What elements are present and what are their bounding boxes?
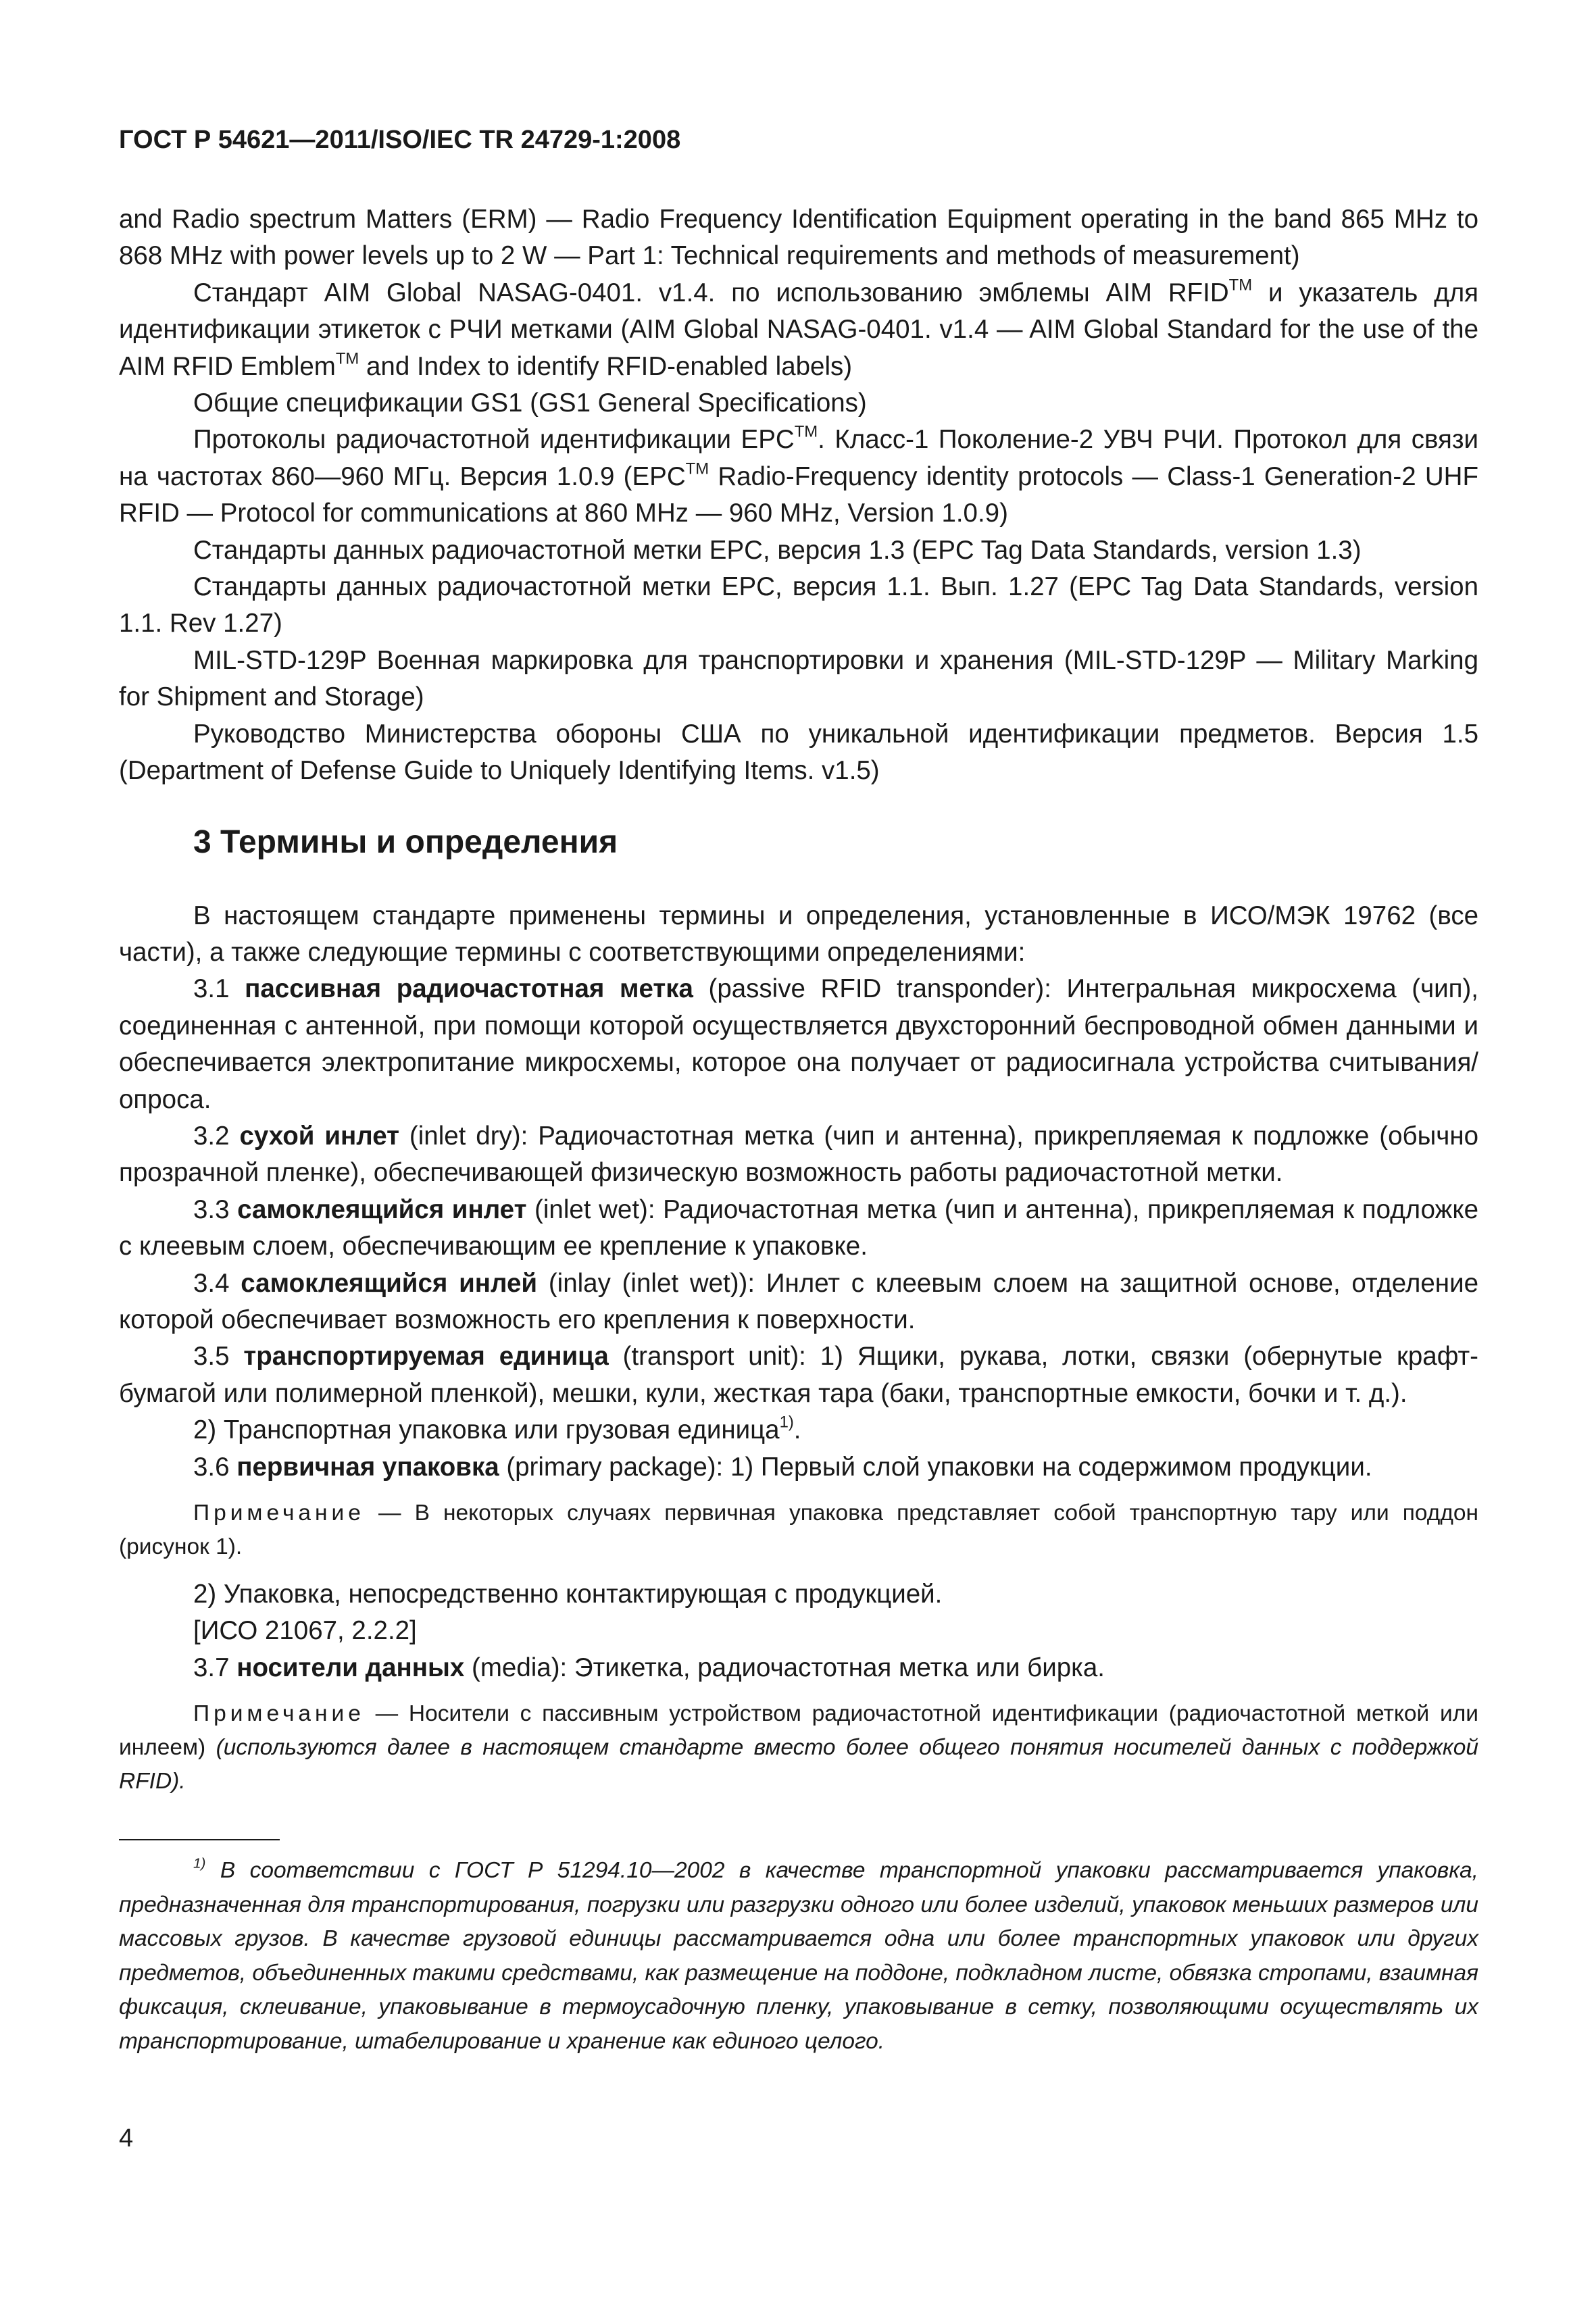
trademark-superscript: TM: [794, 422, 818, 441]
trademark-superscript: TM: [685, 459, 709, 478]
term-name: транспортируемая единица: [243, 1342, 609, 1372]
term-3-4: 3.4 самоклеящийся инлей (inlay (inlet wet)): Инлет с клеевым слоем на защитной основе, отделение которой обеспечивает возможность его крепления к поверхности.: [119, 1268, 1478, 1334]
term-3-6-source: [ИСО 21067, 2.2.2]: [193, 1616, 417, 1646]
reference-dod-guide: Руководство Министерства обороны США по уникальной идентификации предметов. Версия 1.5 (Department of Defense Guide to Uniquely Identifying Items. v1.5): [119, 719, 1478, 786]
term-name: пассивная радиочастотная метка: [245, 974, 693, 1004]
term-3-5: 3.5 транспортируемая единица (transport unit): 1) Ящики, рукава, лотки, связки (обернутые крафт-бумагой или полимерной пленкой), мешки, кули, жесткая тара (баки, транспортные емкости, бочки и т. д.).: [119, 1342, 1478, 1408]
footnote: $^{1)}$ В соответствии с ГОСТ Р 51294.10—2002 в качестве транспортной упаковки рассматривается упаковка, предназначенная для транспортирования, погрузки или разгрузки одного или более изделий, упаковок меньших размеров или массовых грузов. В качестве грузовой единицы рассматривается одна или более транспортных упаковок или других предметов, объединенных такими средствами, как размещение на поддоне, подкладном листе, обвязка стропами, взаимная фиксация, склеивание, упаковывание в термоусадочную пленку, упаковывание в сетку, позволяющими осуществлять их транспортирование, штабелирование и хранение как единого целого.: [119, 1855, 1478, 2054]
footnote-reference: 1): [779, 1413, 794, 1432]
term-3-2: 3.2 сухой инлет (inlet dry): Радиочастотная метка (чип и антенна), прикрепляемая к подложке (обычно прозрачной пленке), обеспечивающей физическую возможность работы радиочастотной метки.: [119, 1121, 1478, 1188]
term-3-6-item-2: 2) Упаковка, непосредственно контактирующая с продукцией.: [193, 1580, 943, 1609]
note-3-7: Примечание — Носители с пассивным устройством радиочастотной идентификации (радиочастотной меткой или инлеем) (используются далее в настоящем стандарте вместо более общего понятия носителей данных с поддержкой RFID).: [119, 1701, 1478, 1794]
main-content: [119, 201, 1478, 1811]
footnote-mark: 1): [193, 1855, 206, 1871]
term-3-6: 3.6 первичная упаковка (primary package): 1) Первый слой упаковки на содержимом продукции.: [193, 1452, 1372, 1482]
note-3-6: Примечание — В некоторых случаях первичная упаковка представляет собой транспортную тару или поддон (рисунок 1).: [119, 1501, 1478, 1559]
note-label: Примечание: [193, 1701, 365, 1727]
note-label: Примечание: [193, 1501, 365, 1526]
section-intro: В настоящем стандарте применены термины и определения, установленные в ИСО/МЭК 19762 (все части), а также следующие термины с соответствующими определениями:: [119, 901, 1478, 967]
page-number: 4: [119, 2124, 134, 2153]
reference-epc-tds-1-3: Стандарты данных радиочастотной метки EPC, версия 1.3 (EPC Tag Data Standards, version 1.3): [193, 535, 1362, 565]
reference-mil-std: MIL-STD-129P Военная маркировка для транспортировки и хранения (MIL-STD-129P — Military Marking for Shipment and Storage): [119, 645, 1478, 712]
term-name: самоклеящийся инлей: [241, 1268, 538, 1298]
reference-aim-global: Стандарт AIM Global NASAG-0401. v1.4. по использованию эмблемы AIM RFID™ и указатель для идентификации этикеток с РЧИ метками (AIM Global NASAG-0401. v1.4 — AIM Global Standard for the use of the AIM RFID Emblem™ and Index to identify RFID-enabled labels): [119, 276, 1479, 381]
term-name: сухой инлет: [239, 1121, 399, 1151]
term-name: самоклеящийся инлет: [237, 1194, 527, 1224]
section-title: 3 Термины и определения: [193, 824, 618, 860]
term-3-7: 3.7 носители данных (media): Этикетка, радиочастотная метка или бирка.: [193, 1653, 1105, 1682]
reference-epc-protocols: Протоколы радиочастотной идентификации EPC™. Класс-1 Поколение-2 УВЧ РЧИ. Протокол для связи на частотах 860—960 МГц. Версия 1.0.9 (EPC™ Radio-Frequency identity protocols — Class-1 Generation-2 UHF RFID — Protocol for communications at 860 MHz — 960 MHz, Version 1.0.9): [119, 422, 1478, 528]
page-header: ГОСТ Р 54621—2011/ISO/IEC TR 24729-1:2008: [119, 126, 681, 154]
footnote-divider: [119, 1839, 280, 1840]
term-3-1: 3.1 пассивная радиочастотная метка (passive RFID transponder): Интегральная микросхема (чип), соединенная с антенной, при помощи которой осуществляется двухсторонний беспроводной обмен данными и обеспечивается электропитание микросхемы, которое она получает от радиосигнала устройства считывания/опроса.: [119, 974, 1479, 1114]
term-3-5-item-2: 2) Транспортная упаковка или грузовая единица$^{1)}$.: [193, 1413, 801, 1445]
trademark-superscript: TM: [1228, 276, 1253, 295]
term-name: носители данных: [236, 1653, 465, 1682]
reference-gs1: Общие спецификации GS1 (GS1 General Specifications): [193, 388, 867, 418]
trademark-superscript: TM: [335, 349, 359, 368]
term-3-3: 3.3 самоклеящийся инлет (inlet wet): Радиочастотная метка (чип и антенна), прикрепляемая к подложке с клеевым слоем, обеспечивающим ее крепление к упаковке.: [119, 1194, 1479, 1261]
term-name: первичная упаковка: [236, 1452, 499, 1482]
reference-etsi-continuation: and Radio spectrum Matters (ERM) — Radio Frequency Identification Equipment operating in the band 865 MHz to 868 MHz with power levels up to 2 W — Part 1: Technical requirements and methods of measurement): [119, 205, 1478, 271]
reference-epc-tds-1-1: Стандарты данных радиочастотной метки EPC, версия 1.1. Вып. 1.27 (EPC Tag Data Standards, version 1.1. Rev 1.27): [119, 572, 1478, 638]
